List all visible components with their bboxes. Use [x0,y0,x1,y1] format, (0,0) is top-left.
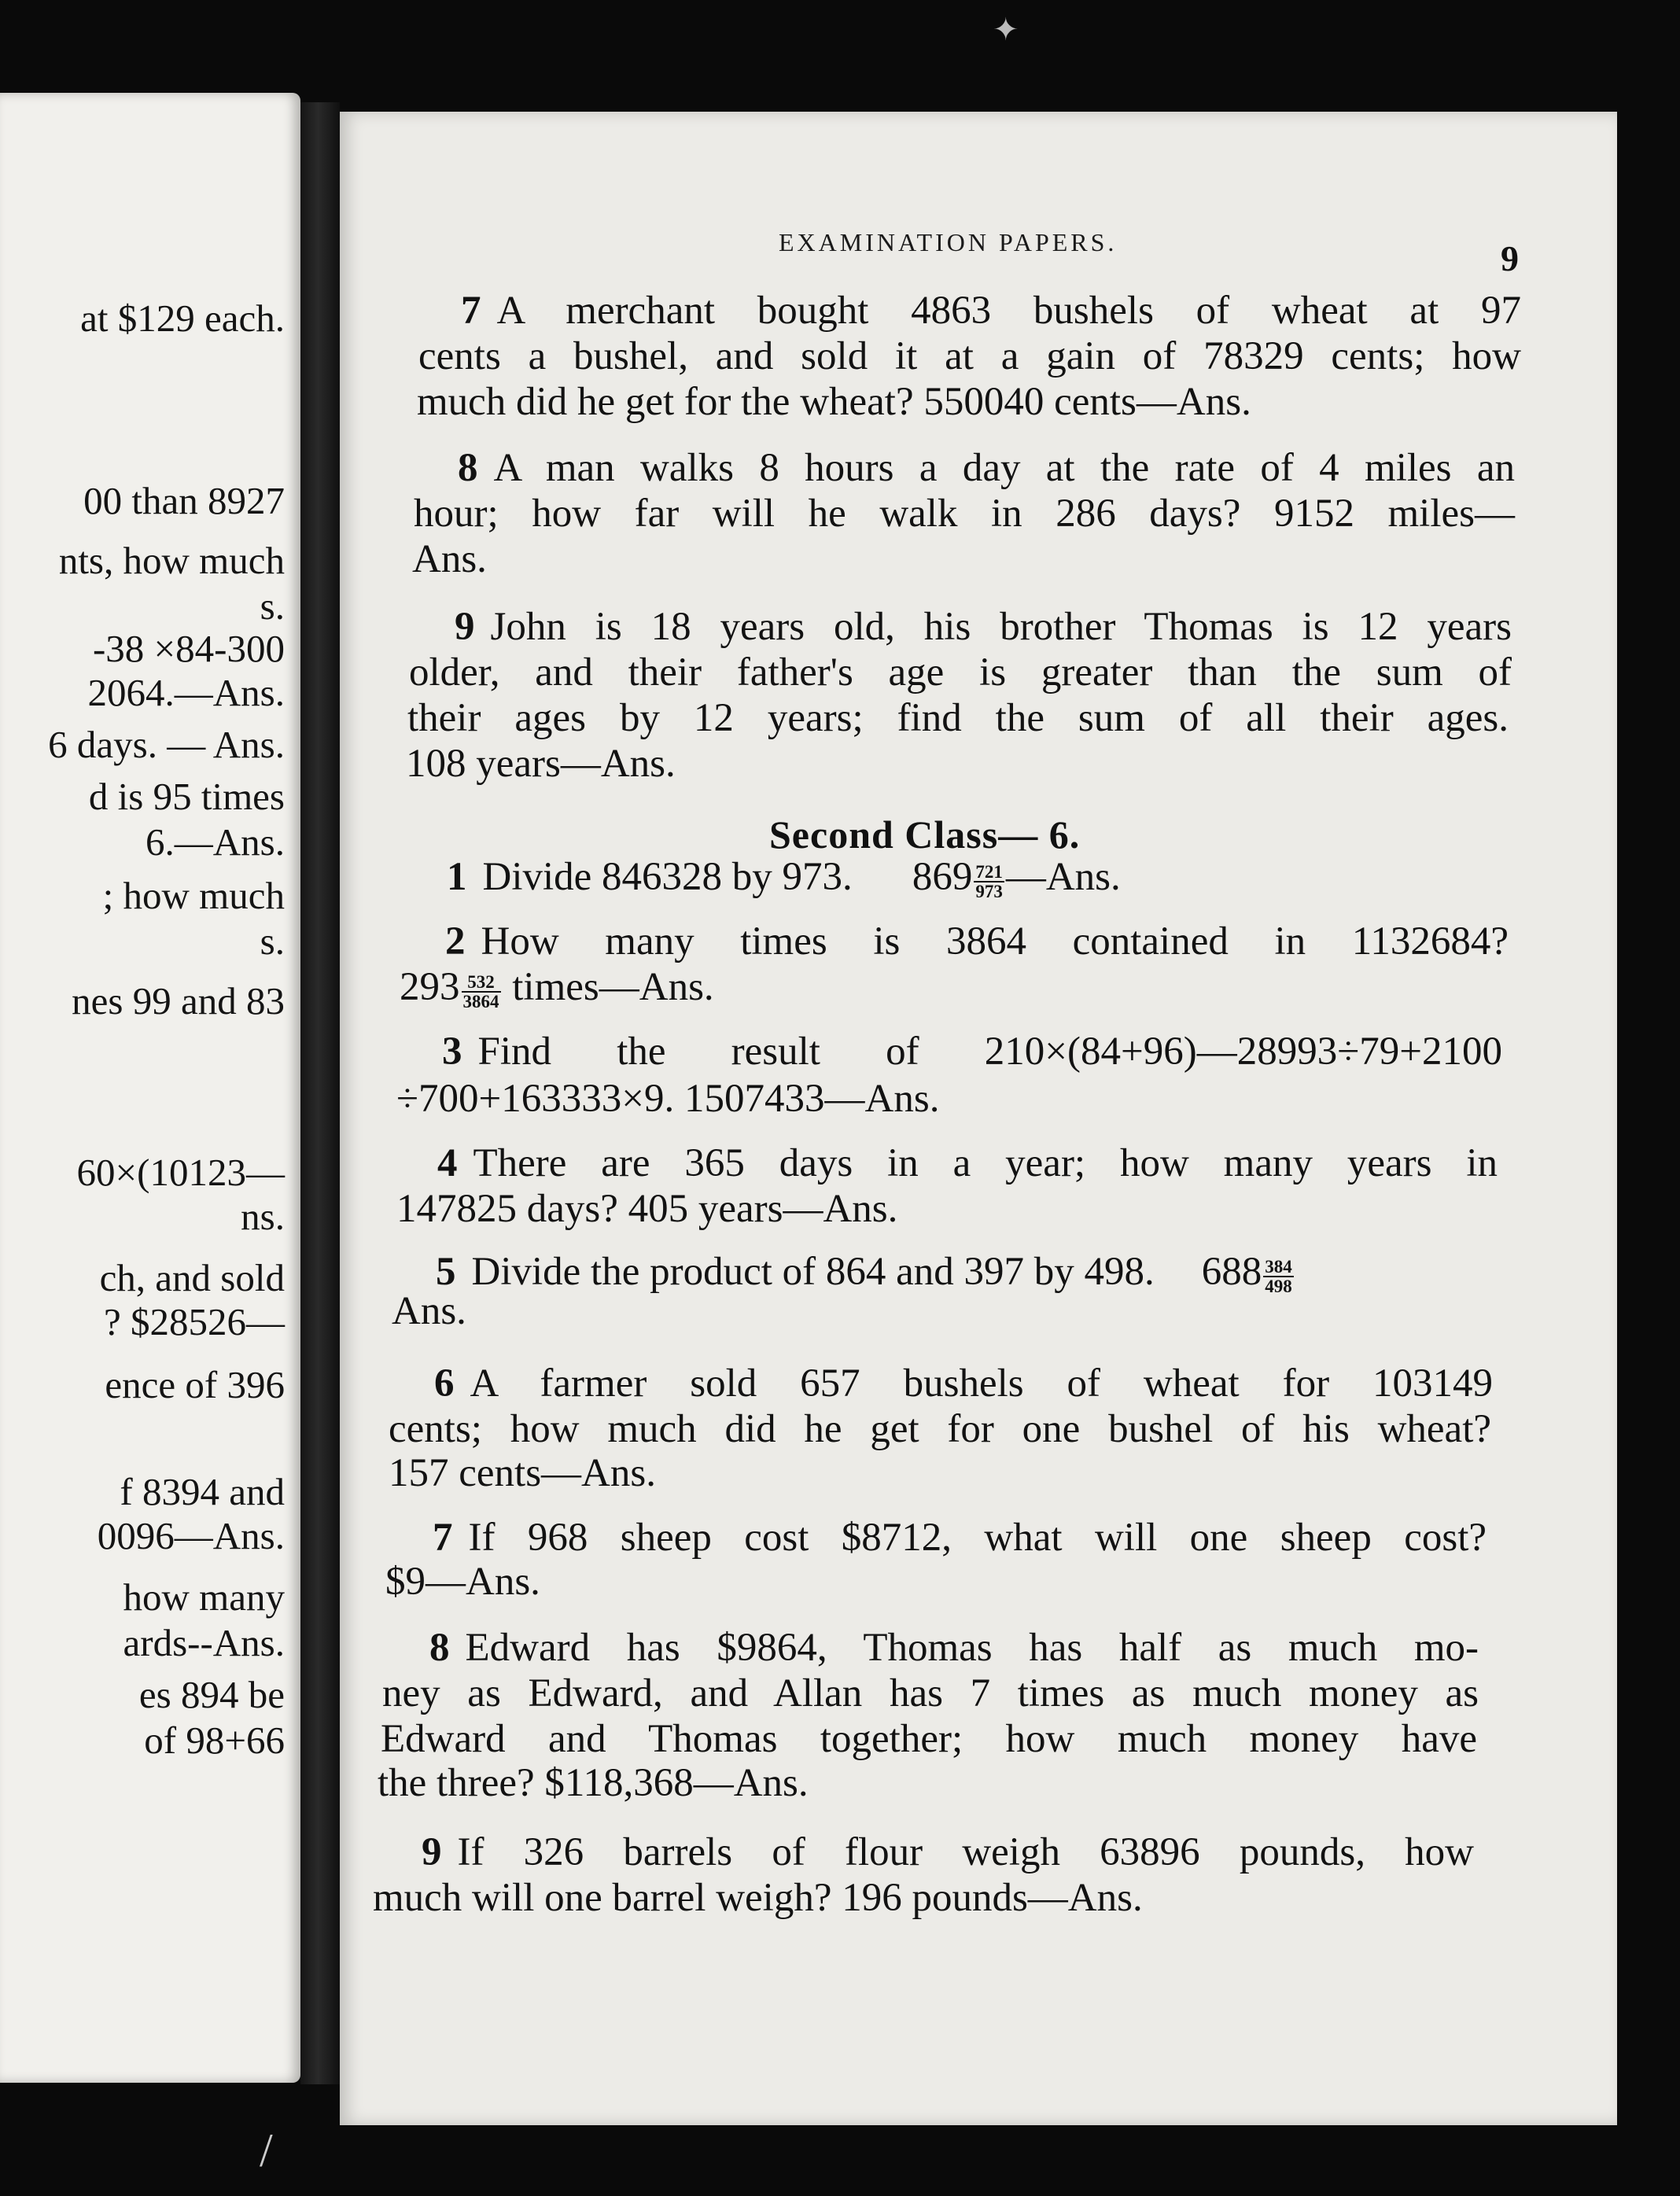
question-line: older, and their father's age is greater than the sum of [409,650,1512,695]
question-line: 2 How many times is 3864 contained in 1132684? [445,919,1509,964]
question-line: much did he get for the wheat? 550040 cents—Ans. [417,380,1251,424]
left-page-line: nes 99 and 83 [72,979,285,1022]
left-page-line: ence of 396 [105,1363,285,1406]
question-line: 147825 days? 405 years—Ans. [396,1187,898,1231]
left-page-line: s. [260,584,285,628]
left-page-line: es 894 be [138,1673,285,1716]
left-page-line: ; how much [102,874,285,917]
question-number: 5 [436,1250,456,1294]
left-page-line: at $129 each. [80,297,285,340]
question-line: 9 John is 18 years old, his brother Thomas is 12 years [455,605,1512,649]
left-page-line: s. [260,919,285,963]
question-line: Ans. [412,537,487,581]
book-spine-gutter [300,102,340,2084]
question-line: 8 A man walks 8 hours a day at the rate of 4 miles an [458,446,1515,490]
question-line: 8 Edward has $9864, Thomas has half as much mo- [429,1626,1479,1670]
left-page-line: ch, and sold [99,1256,285,1299]
question-number: 2 [445,919,466,964]
left-page-line: nts, how much [58,539,285,582]
left-page-line: 6 days. — Ans. [48,723,285,766]
question-line: their ages by 12 years; find the sum of all their ages. [407,696,1509,740]
left-page-line: 00 than 8927 [83,479,285,522]
page-number: 9 [1501,238,1519,278]
question-line: 108 years—Ans. [406,742,676,786]
question-number: 7 [433,1516,453,1560]
left-page-line: ? $28526— [104,1300,285,1343]
left-page-line: 60×(10123— [76,1151,285,1194]
question-line: 4 There are 365 days in a year; how many years in [437,1141,1498,1185]
question-number: 9 [455,605,475,649]
scan-speck: ✦ [993,12,1019,47]
scan-speck: / [260,2124,273,2176]
question-line: 7 If 968 sheep cost $8712, what will one sheep cost? [433,1516,1487,1560]
question-line: cents a bushel, and sold it at a gain of 78329 cents; how [418,334,1521,378]
question-line: 3 Find the result of 210×(84+96)—28993÷79+2100 [442,1030,1502,1074]
left-page-line: of 98+66 [144,1719,285,1762]
question-line: Ans. [392,1289,466,1333]
answer-fraction: $\frac{721}{973}$ [975,862,1003,902]
left-page-line: how many [123,1575,285,1619]
left-page-line: f 8394 and [120,1470,285,1513]
question-number: 9 [422,1830,442,1874]
question-line: Edward and Thomas together; how much money have [381,1717,1477,1761]
question-line: 5 Divide the product of 864 and 397 by 498. 688 $\frac{384}{498}$ [436,1250,1292,1297]
question-line: 157 cents—Ans. [389,1451,656,1495]
left-page-line: -38 ×84-300 [92,627,285,670]
question-line: ÷700+163333×9. 1507433—Ans. [396,1077,940,1121]
question-line: the three? $118,368—Ans. [378,1761,809,1805]
left-page-line: 6.—Ans. [146,820,285,864]
left-facing-page [0,93,300,2083]
question-line: 7 A merchant bought 4863 bushels of wheat at 97 [461,289,1521,333]
section-heading: Second Class— 6. [769,812,1081,857]
question-number: 1 [447,855,467,899]
question-line: $9—Ans. [385,1560,540,1604]
question-line: 6 A farmer sold 657 bushels of wheat for 103149 [434,1361,1493,1406]
running-title: EXAMINATION PAPERS. [779,228,1118,256]
question-number: 4 [437,1141,458,1185]
question-number: 3 [442,1030,462,1074]
answer-fraction: $\frac{532}{3864}$ [462,972,499,1012]
answer-fraction: $\frac{384}{498}$ [1265,1257,1292,1297]
left-page-line: 0096—Ans. [97,1514,285,1557]
question-line: 9 If 326 barrels of flour weigh 63896 pounds, how [422,1830,1474,1874]
question-number: 6 [434,1361,455,1406]
question-number: 7 [461,289,481,333]
question-line: cents; how much did he get for one bushel of his wheat? [389,1407,1491,1451]
question-line: 293 $\frac{532}{3864}$ times—Ans. [400,965,714,1012]
question-line: much will one barrel weigh? 196 pounds—Ans. [373,1876,1143,1920]
question-line: hour; how far will he walk in 286 days? 9152 miles— [414,492,1515,536]
left-page-line: 2064.—Ans. [87,671,285,714]
left-page-line: ns. [241,1195,285,1238]
question-line: 1 Divide 846328 by 973. 869 $\frac{721}{973}$ —Ans. [447,855,1121,902]
question-line: ney as Edward, and Allan has 7 times as much money as [382,1671,1479,1715]
left-page-line: ards--Ans. [123,1621,285,1664]
question-number: 8 [458,446,478,490]
question-number: 8 [429,1626,450,1670]
left-page-line: d is 95 times [88,775,285,818]
